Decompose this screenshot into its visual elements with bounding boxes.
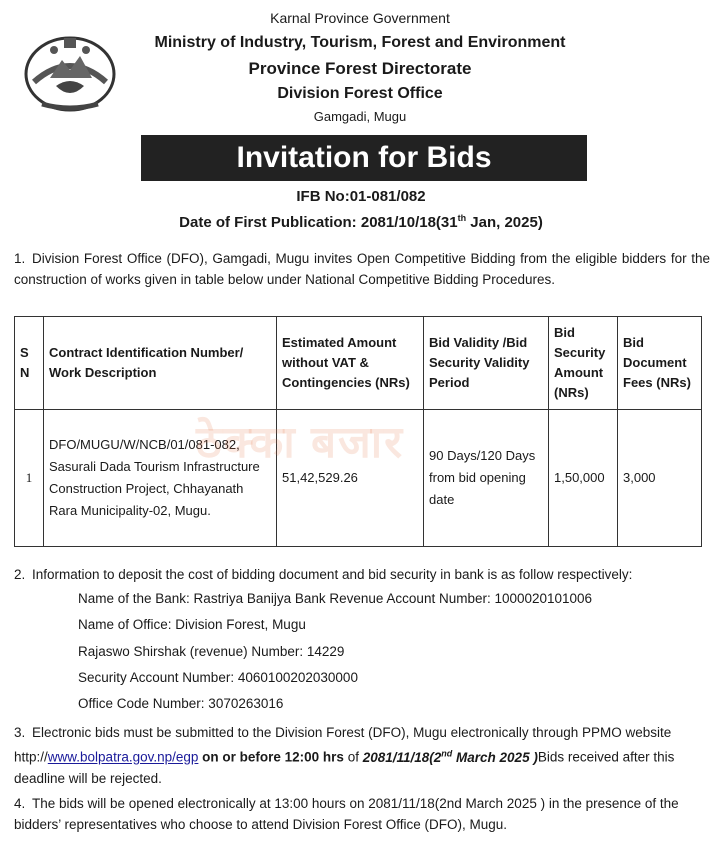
cell-sn: 1 <box>15 410 44 547</box>
header-estimate: Estimated Amount without VAT & Contingencies (NRs) <box>277 317 424 410</box>
page-title: Invitation for Bids <box>141 135 587 181</box>
header-security: Bid Security Amount (NRs) <box>549 317 618 410</box>
office-code-line: Office Code Number: 3070263016 <box>78 696 284 711</box>
office-location: Gamgadi, Mugu <box>313 109 407 124</box>
cell-security: 1,50,000 <box>549 410 618 547</box>
revenue-number-line: Rajaswo Shirshak (revenue) Number: 14229 <box>78 644 345 659</box>
division-name: Division Forest Office <box>277 85 443 102</box>
security-account-line: Security Account Number: 4060100202030000 <box>78 670 358 685</box>
header-contract: Contract Identification Number/ Work Description <box>44 317 277 410</box>
directorate-name: Province Forest Directorate <box>248 59 472 78</box>
cell-contract: DFO/MUGU/W/NCB/01/081-082, Sasurali Dada Tourism Infrastructure Construction Project, Chhayanath Rara Municipality-02, Mugu. <box>44 410 277 547</box>
ministry-name: Ministry of Industry, Tourism, Forest and Environment <box>154 34 566 51</box>
bolpatra-link[interactable]: www.bolpatra.gov.np/egp <box>47 749 199 765</box>
cell-fees: 3,000 <box>618 410 702 547</box>
table-row <box>15 410 702 547</box>
cell-estimate: 51,42,529.26 <box>277 410 424 547</box>
office-name-line: Name of Office: Division Forest, Mugu <box>78 617 306 632</box>
government-name: Karnal Province Government <box>270 10 450 26</box>
header-validity: Bid Validity /Bid Security Validity Period <box>424 317 549 410</box>
point-4: 4. The bids will be opened electronically at 13:00 hours on 2081/11/18(2nd March 2025 ) in the presence of the bidders’ representatives who choose to attend Division Forest Office (DFO), Mugu. <box>14 796 679 832</box>
header-fees: Bid Document Fees (NRs) <box>618 317 702 410</box>
nepal-emblem-icon <box>20 30 120 114</box>
table-header-row <box>15 317 702 410</box>
point-3: 3. Electronic bids must be submitted to the Division Forest (DFO), Mugu electronically through PPMO website http://www.bolpatra.gov.np/egp on or before 12:00 hrs of 2081/11/18(2nd March 2025 )Bids received after this deadline will be rejected. <box>14 725 675 786</box>
point-2: 2. Information to deposit the cost of bidding document and bid security in bank is as follow respectively: <box>14 567 633 582</box>
header-sn: S N <box>15 317 44 410</box>
ifb-number: IFB No:01-081/082 <box>296 188 426 205</box>
bank-name-line: Name of the Bank: Rastriya Banijya Bank Revenue Account Number: 1000020101006 <box>78 591 593 606</box>
watermark-logo: ठेक्का बजार <box>196 418 405 467</box>
publication-date: Date of First Publication: 2081/10/18(31th Jan, 2025) <box>179 213 543 231</box>
cell-validity: 90 Days/120 Days from bid opening date <box>424 410 549 547</box>
point-1: 1. Division Forest Office (DFO), Gamgadi, Mugu invites Open Competitive Bidding from the eligible bidders for the construction of works given in table below under National Competitive Bidding Procedures. <box>14 251 710 287</box>
bids-table <box>14 316 702 547</box>
